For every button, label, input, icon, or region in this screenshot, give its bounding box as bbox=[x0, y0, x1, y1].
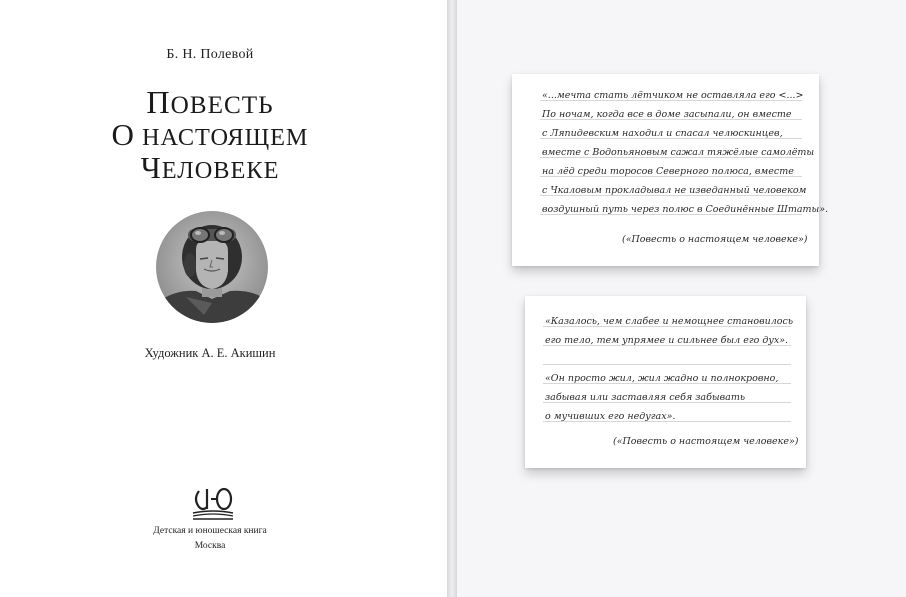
quote-line: с Чкаловым прокладывал не изведанный человеком bbox=[542, 185, 807, 196]
quote-source: («Повесть о настоящем человеке») bbox=[622, 234, 808, 245]
quote-line: вместе с Водопьяновым сажал тяжёлые самолёты bbox=[542, 147, 815, 158]
artist-credit: Художник А. Е. Акишин bbox=[144, 346, 276, 360]
publisher-logo-icon bbox=[189, 485, 237, 525]
quote-source: («Повесть о настоящем человеке») bbox=[613, 436, 799, 447]
book-title-line-1: ПОВЕСТЬ bbox=[146, 84, 274, 120]
quote-card-2 bbox=[525, 296, 806, 468]
quote-line: с Ляпидевским находил и спасал челюскинцев, bbox=[542, 128, 783, 139]
book-gutter bbox=[447, 0, 457, 597]
quote-line: забывая или заставляя себя забывать bbox=[545, 392, 746, 403]
pilot-portrait-image bbox=[156, 211, 268, 323]
quote-line: «Он просто жил, жил жадно и полнокровно, bbox=[545, 373, 779, 384]
quote-line: воздушный путь через полюс в Соединённые Штаты». bbox=[542, 204, 829, 215]
quote-line: «Казалось, чем слабее и немощнее становилось bbox=[545, 316, 794, 327]
book-title-line-2: О НАСТОЯЩЕМ bbox=[111, 117, 309, 152]
quote-line: «...мечта стать лётчиком не оставляла его <...> bbox=[542, 90, 804, 101]
quote-line: его тело, тем упрямее и сильнее был его дух». bbox=[545, 335, 789, 346]
publisher-city: Москва bbox=[194, 541, 226, 551]
quote-card-1 bbox=[512, 74, 829, 266]
book-title-line-3: ЧЕЛОВЕКЕ bbox=[140, 150, 280, 185]
quote-line: на лёд среди торосов Северного полюса, вместе bbox=[542, 166, 794, 177]
quote-line: По ночам, когда все в доме засыпали, он вместе bbox=[542, 109, 792, 120]
publisher-name: Детская и юношеская книга bbox=[153, 526, 267, 536]
title-page bbox=[0, 0, 447, 597]
card-rule bbox=[543, 364, 791, 365]
author-name: Б. Н. Полевой bbox=[166, 47, 254, 62]
quote-line: о мучивших его недугах». bbox=[545, 411, 676, 422]
